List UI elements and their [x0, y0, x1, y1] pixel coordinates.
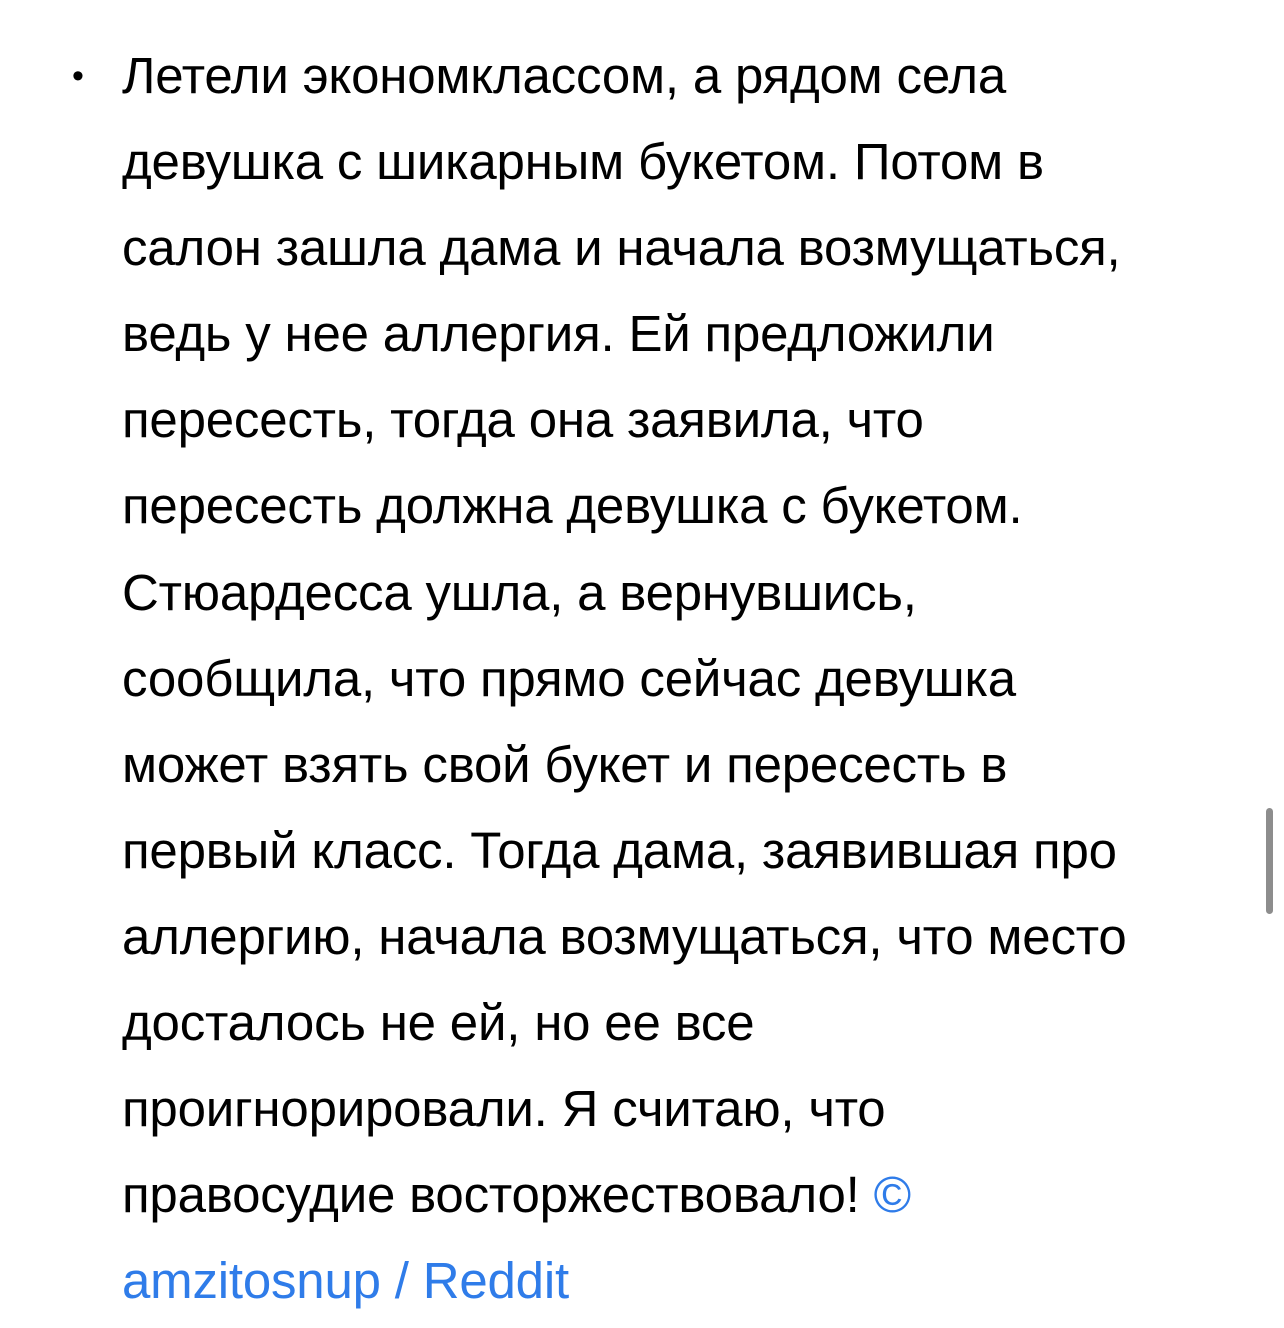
text-line-9: может взять свой букет и пересесть в — [122, 735, 1008, 793]
text-line-2: девушка с шикарным букетом. Потом в — [122, 133, 1044, 191]
credit-symbol-link[interactable]: © — [873, 1166, 911, 1224]
text-line-14-body: правосудие восторжествовало! — [122, 1166, 860, 1224]
text-line-5: пересесть, тогда она заявила, что — [122, 391, 924, 449]
scrollbar-thumb[interactable] — [1266, 808, 1273, 914]
text-line-8: сообщила, что прямо сейчас девушка — [122, 649, 1016, 707]
text-line-12: досталось не ей, но ее все — [122, 994, 755, 1052]
text-line-13: проигнорировали. Я считаю, что — [122, 1080, 886, 1138]
text-line-10: первый класс. Тогда дама, заявившая про — [122, 821, 1117, 879]
text-line-6: пересесть должна девушка с букетом. — [122, 477, 1023, 535]
credit-line — [122, 1238, 1237, 1324]
text-line-7: Стюардесса ушла, а вернувшись, — [122, 563, 917, 621]
text-line-3: салон зашла дама и начала возмущаться, — [122, 219, 1121, 277]
text-line-4: ведь у нее аллергия. Ей предложили — [122, 305, 995, 363]
text-line-1: Летели экономклассом, а рядом села — [122, 47, 1007, 104]
credit-source-link[interactable]: amzitosnup / Reddit — [122, 1252, 569, 1310]
text-line-14 — [122, 1152, 1237, 1238]
bullet-marker: • — [72, 57, 84, 95]
list-item — [72, 33, 1237, 1324]
text-line-11: аллергию, начала возмущаться, что место — [122, 907, 1127, 965]
